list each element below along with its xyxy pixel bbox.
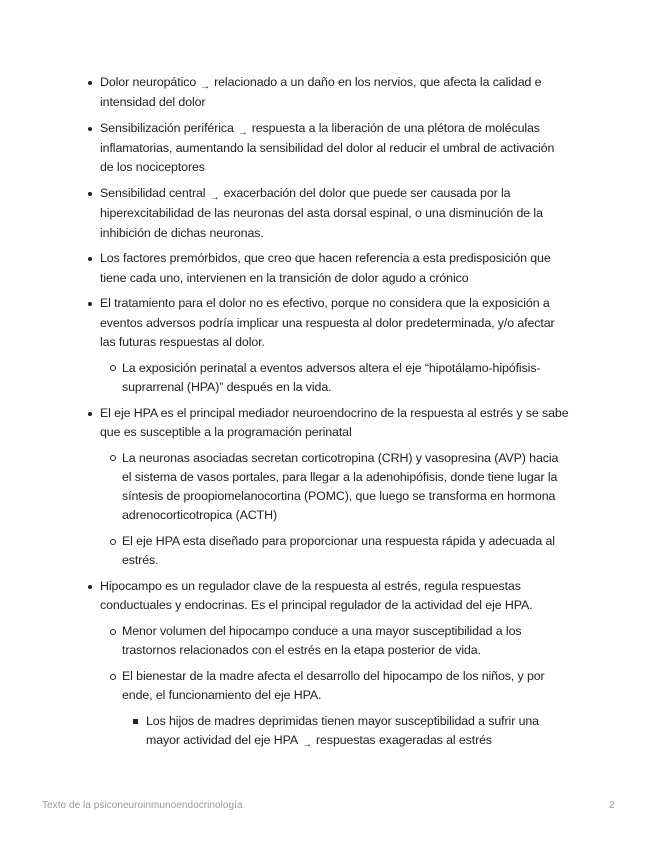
sub-bullet-text: La neuronas asociadas secretan corticotropina (CRH) y vasopresina (AVP) hacia el sistema de vasos portales, para llegar a la adenohipófisis, donde tiene lugar la síntesis de proopiomelanocortina (POMC), que luego se transforma en hormona adrenocorticotropica (ACTH) <box>122 450 559 523</box>
bullet-text: Hipocampo es un regulador clave de la respuesta al estrés, regula respuestas conductuales y endocrinas. Es el principal regulador de la actividad del eje HPA. <box>100 579 533 613</box>
bullet-term: Sensibilización periférica <box>100 121 234 135</box>
bullet-text: respuesta a la liberación de una plétora de moléculas inflamatorias, aumentando la sensibilidad del dolor al reducir el umbral de activación de los nociceptores <box>100 121 555 175</box>
sub-list <box>122 359 570 397</box>
bullet-term: Sensibilidad central <box>100 186 206 201</box>
sub-list <box>122 449 570 571</box>
sub-list-item <box>122 667 570 751</box>
list-item <box>100 249 570 287</box>
bullet-text: exacerbación del dolor que puede ser causada por la hiperexcitabilidad de las neuronas del asta dorsal espinal, o una disminución de la inhibición de dichas neuronas. <box>100 186 543 240</box>
bullet-term: Dolor neuropático <box>100 75 197 89</box>
bullet-text: relacionado a un daño en los nervios, que afecta la calidad e intensidad del dolor <box>100 75 542 110</box>
sub-bullet-text: El eje HPA esta diseñado para proporcionar una respuesta rápida y adecuada al estrés. <box>122 534 555 568</box>
arrow-icon: → <box>302 739 312 751</box>
sub-sub-list <box>146 712 570 751</box>
arrow-icon: → <box>209 192 220 204</box>
list-item <box>100 577 570 751</box>
sub-list-item <box>122 359 570 397</box>
list-item <box>100 73 570 112</box>
arrow-icon: → <box>237 127 248 138</box>
sub-sub-bullet-tail: respuestas exageradas al estrés <box>316 733 493 748</box>
sub-list <box>122 622 570 751</box>
document-body <box>0 73 655 758</box>
arrow-icon: → <box>200 81 211 92</box>
sub-sub-list-item <box>146 712 570 751</box>
sub-list-item <box>122 532 570 570</box>
sub-sub-bullet-lead: Los hijos de madres deprimidas tienen mayor susceptibilidad a sufrir una mayor actividad del eje HPA <box>146 714 539 748</box>
sub-bullet-text: La exposición perinatal a eventos adversos altera el eje “hipotálamo-hipófisis-suprarrenal (HPA)” después en la vida. <box>122 360 541 394</box>
sub-list-item <box>122 449 570 526</box>
list-item <box>100 294 570 397</box>
list-item <box>100 184 570 243</box>
sub-list-item <box>122 622 570 660</box>
list-item <box>100 119 570 178</box>
bullet-text: Los factores premórbidos, que creo que hacen referencia a esta predisposición que tiene cada uno, intervienen en la transición de dolor agudo a crónico <box>100 251 551 285</box>
bullet-text: El tratamiento para el dolor no es efectivo, porque no considera que la exposición a eventos adversos podría implicar una respuesta al dolor predeterminada, y/o afectar las futuras respuestas al dolor. <box>100 296 555 349</box>
footer-document-title: Texto de la psiconeuroinmunoendocrinología <box>42 800 243 811</box>
list-item <box>100 404 570 571</box>
bullet-text: El eje HPA es el principal mediador neuroendocrino de la respuesta al estrés y se sabe que es susceptible a la programación perinatal <box>100 405 569 439</box>
sub-bullet-text: Menor volumen del hipocampo conduce a una mayor susceptibilidad a los trastornos relacionados con el estrés en la etapa posterior de vida. <box>122 624 522 658</box>
sub-bullet-text: El bienestar de la madre afecta el desarrollo del hipocampo de los niños, y por ende, el funcionamiento del eje HPA. <box>122 669 545 703</box>
main-bullet-list <box>0 73 655 751</box>
page-number: 2 <box>609 800 615 811</box>
